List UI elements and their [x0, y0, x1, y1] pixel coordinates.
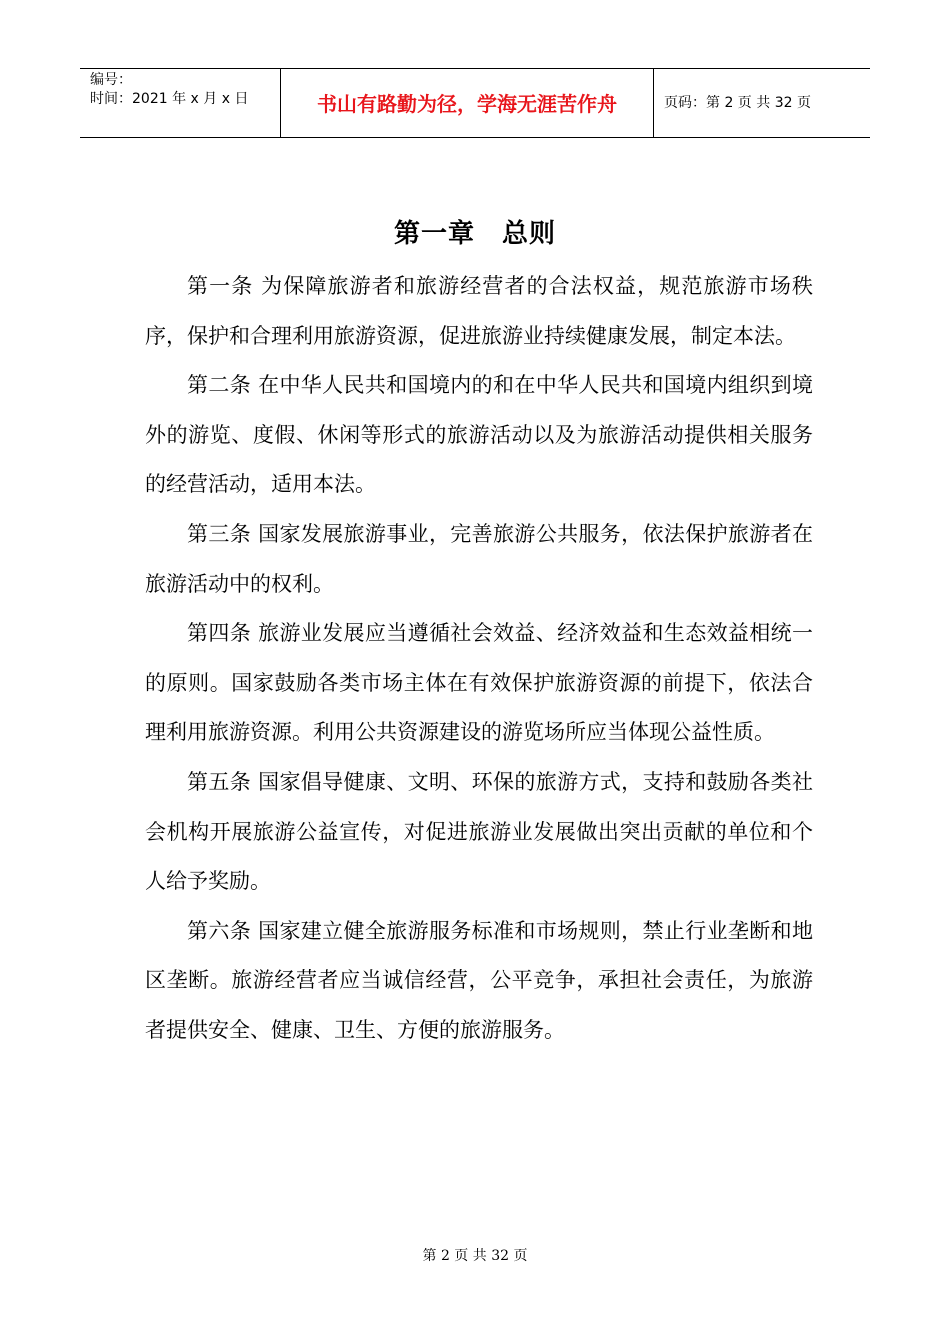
article-1: 第一条 为保障旅游者和旅游经营者的合法权益，规范旅游市场秩序，保护和合理利用旅游资源，促进旅游业持续健康发展，制定本法。 [145, 274, 813, 348]
header-page-cell [654, 69, 870, 137]
chapter-title: 第一章 总则 [393, 219, 556, 249]
header-motto: 书山有路勤为径，学海无涯苦作舟 [317, 92, 617, 116]
document-code-label: 编号： [90, 72, 132, 88]
article-6: 第六条 国家建立健全旅游服务标准和市场规则，禁止行业垄断和地区垄断。旅游经营者应当诚信经营，公平竞争，承担社会责任，为旅游者提供安全、健康、卫生、方便的旅游服务。 [145, 918, 813, 1042]
document-header [80, 68, 870, 138]
page-footer: 第 2 页 共 32 页 [422, 1248, 528, 1264]
document-body [145, 262, 813, 1056]
article-5: 第五条 国家倡导健康、文明、环保的旅游方式，支持和鼓励各类社会机构开展旅游公益宣传，对促进旅游业发展做出突出贡献的单位和个人给予奖励。 [145, 769, 813, 894]
document-time-label: 时间：2021 年 x 月 x 日 [90, 91, 249, 107]
header-info-cell [80, 69, 281, 137]
article-4: 第四条 旅游业发展应当遵循社会效益、经济效益和生态效益相统一的原则。国家鼓励各类市场主体在有效保护旅游资源的前提下，依法合理利用旅游资源。利用公共资源建设的游览场所应当体现公益性质。 [145, 621, 813, 745]
header-page-info: 页码：第 2 页 共 32 页 [664, 95, 811, 111]
article-2: 第二条 在中华人民共和国境内的和在中华人民共和国境内组织到境外的游览、度假、休闲等形式的旅游活动以及为旅游活动提供相关服务的经营活动，适用本法。 [145, 373, 813, 497]
header-motto-cell [281, 69, 654, 137]
article-3: 第三条 国家发展旅游事业，完善旅游公共服务，依法保护旅游者在旅游活动中的权利。 [145, 521, 813, 596]
